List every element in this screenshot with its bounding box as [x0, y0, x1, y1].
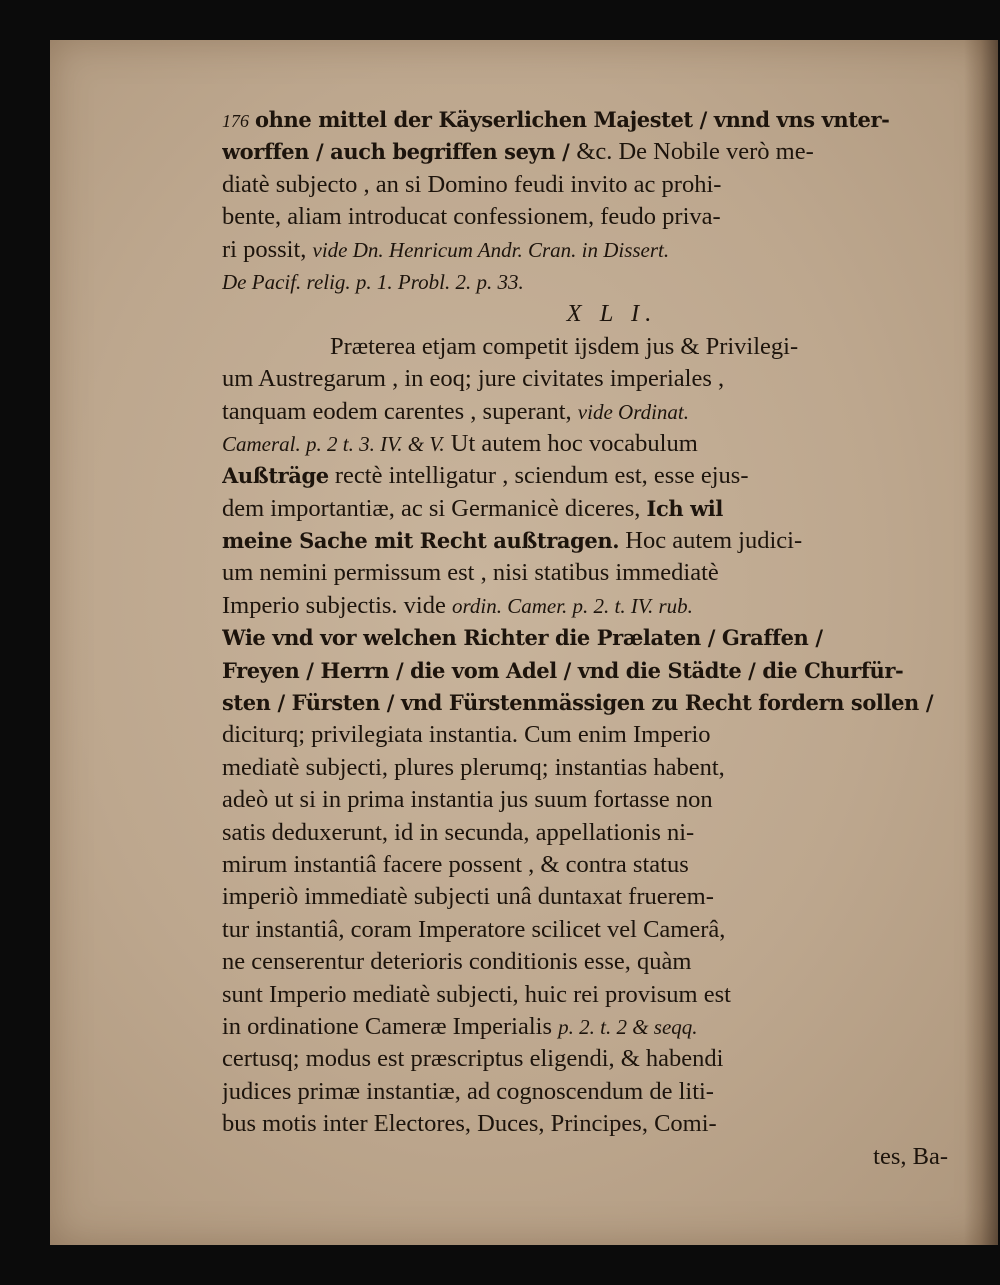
text-segment: Imperio subjectis. vide [222, 591, 452, 619]
text-segment: in ordinatione Cameræ Imperialis [222, 1012, 559, 1040]
text-line [222, 266, 962, 298]
text-segment: tur instantiâ, coram Imperatore scilicet vel Camerâ, [222, 915, 726, 943]
text-segment: ohne mittel der Käyserlichen Majestet / vnnd vns vnter- [255, 107, 890, 132]
text-segment: Freyen / Herrn / die vom Adel / vnd die Städte / die Churfür- [222, 657, 904, 683]
text-line [222, 428, 962, 460]
text-segment: Cameral. p. 2 t. 3. IV. & V. [222, 431, 445, 456]
text-line [222, 622, 962, 654]
text-segment: rectè intelligatur , sciendum est, esse ejus- [328, 462, 749, 490]
text-segment: satis deduxerunt, id in secunda, appellationis ni- [222, 818, 695, 846]
text-segment: judices primæ instantiæ, ad cognoscendum de liti- [222, 1077, 714, 1105]
text-line [222, 914, 962, 946]
text-line [222, 493, 962, 525]
text-segment: vide Ordinat. [577, 399, 690, 424]
text-segment: ordin. Camer. p. 2. t. IV. rub. [451, 593, 693, 618]
text-line [222, 817, 962, 849]
text-segment: meine Sache mit Recht außtragen. [222, 528, 620, 554]
text-line [222, 136, 962, 168]
text-segment: tes, Ba- [873, 1142, 948, 1170]
text-segment: sunt Imperio mediatè subjecti, huic rei provisum est [222, 980, 731, 1008]
text-line [222, 1141, 962, 1173]
page-text-block [222, 104, 962, 1173]
text-line [222, 719, 962, 751]
text-line [222, 525, 962, 557]
text-segment: worffen / auch begriffen seyn / [222, 139, 577, 165]
text-line [222, 1076, 962, 1108]
text-segment: um Austregarum , in eoq; jure civitates imperiales , [222, 365, 725, 393]
text-line [222, 234, 962, 266]
text-segment: &c. De Nobile verò me- [576, 138, 814, 166]
text-segment: Ich wil [646, 495, 723, 521]
text-segment: mirum instantiâ facere possent , & contra status [222, 850, 689, 878]
text-segment: tanquam eodem carentes , superant, [222, 397, 578, 425]
text-line [222, 1108, 962, 1140]
text-line [222, 557, 962, 589]
text-line [222, 104, 962, 136]
text-segment: Ut autem hoc vocabulum [444, 429, 698, 457]
text-segment: Außträge [222, 463, 329, 489]
text-segment: dem importantiæ, ac si Germanicè diceres, [222, 494, 647, 522]
text-segment: bente, aliam introducat confessionem, feudo priva- [222, 203, 721, 231]
page-number: 176 [222, 111, 249, 131]
text-line [222, 201, 962, 233]
text-segment: Wie vnd vor welchen Richter die Prælaten / Graffen / [222, 625, 823, 651]
text-line [222, 1043, 962, 1075]
text-line [222, 881, 962, 913]
text-segment: X L I. [566, 300, 658, 328]
text-segment: imperiò immediatè subjecti unâ duntaxat fruerem- [222, 883, 714, 911]
text-line [222, 396, 962, 428]
text-line [222, 460, 962, 492]
text-segment: mediatè subjecti, plures plerumq; instantias habent, [222, 753, 725, 781]
text-segment: De Pacif. relig. p. 1. Probl. 2. p. 33. [222, 269, 524, 294]
text-segment: um nemini permissum est , nisi statibus immediatè [222, 559, 719, 587]
text-segment: vide Dn. Henricum Andr. Cran. in Dissert. [312, 237, 670, 262]
text-line [222, 946, 962, 978]
text-line [222, 363, 962, 395]
text-segment: ri possit, [222, 235, 313, 263]
text-segment: Hoc autem judici- [619, 527, 803, 555]
text-segment: sten / Fürsten / vnd Fürstenmässigen zu Recht fordern sollen / [222, 690, 934, 716]
text-line [222, 849, 962, 881]
text-line [222, 687, 962, 719]
text-segment: certusq; modus est præscriptus eligendi, & habendi [222, 1045, 724, 1073]
text-segment: diciturq; privilegiata instantia. Cum enim Imperio [222, 721, 711, 749]
text-line [222, 298, 962, 330]
text-line [222, 590, 962, 622]
text-segment: p. 2. t. 2 & seqq. [558, 1014, 698, 1039]
text-segment: bus motis inter Electores, Duces, Principes, Comi- [222, 1110, 717, 1138]
text-line [222, 169, 962, 201]
text-segment: ne censerentur deterioris conditionis esse, quàm [222, 948, 692, 976]
page-gutter-shadow [964, 40, 998, 1245]
text-line [222, 979, 962, 1011]
text-segment: Præterea etjam competit ijsdem jus & Privilegi- [330, 332, 799, 360]
text-line [222, 1011, 962, 1043]
text-segment: adeò ut si in prima instantia jus suum fortasse non [222, 786, 713, 814]
text-line [222, 784, 962, 816]
text-line [222, 752, 962, 784]
text-line [222, 331, 962, 363]
text-segment: diatè subjecto , an si Domino feudi invito ac prohi- [222, 170, 722, 198]
text-line [222, 655, 962, 687]
